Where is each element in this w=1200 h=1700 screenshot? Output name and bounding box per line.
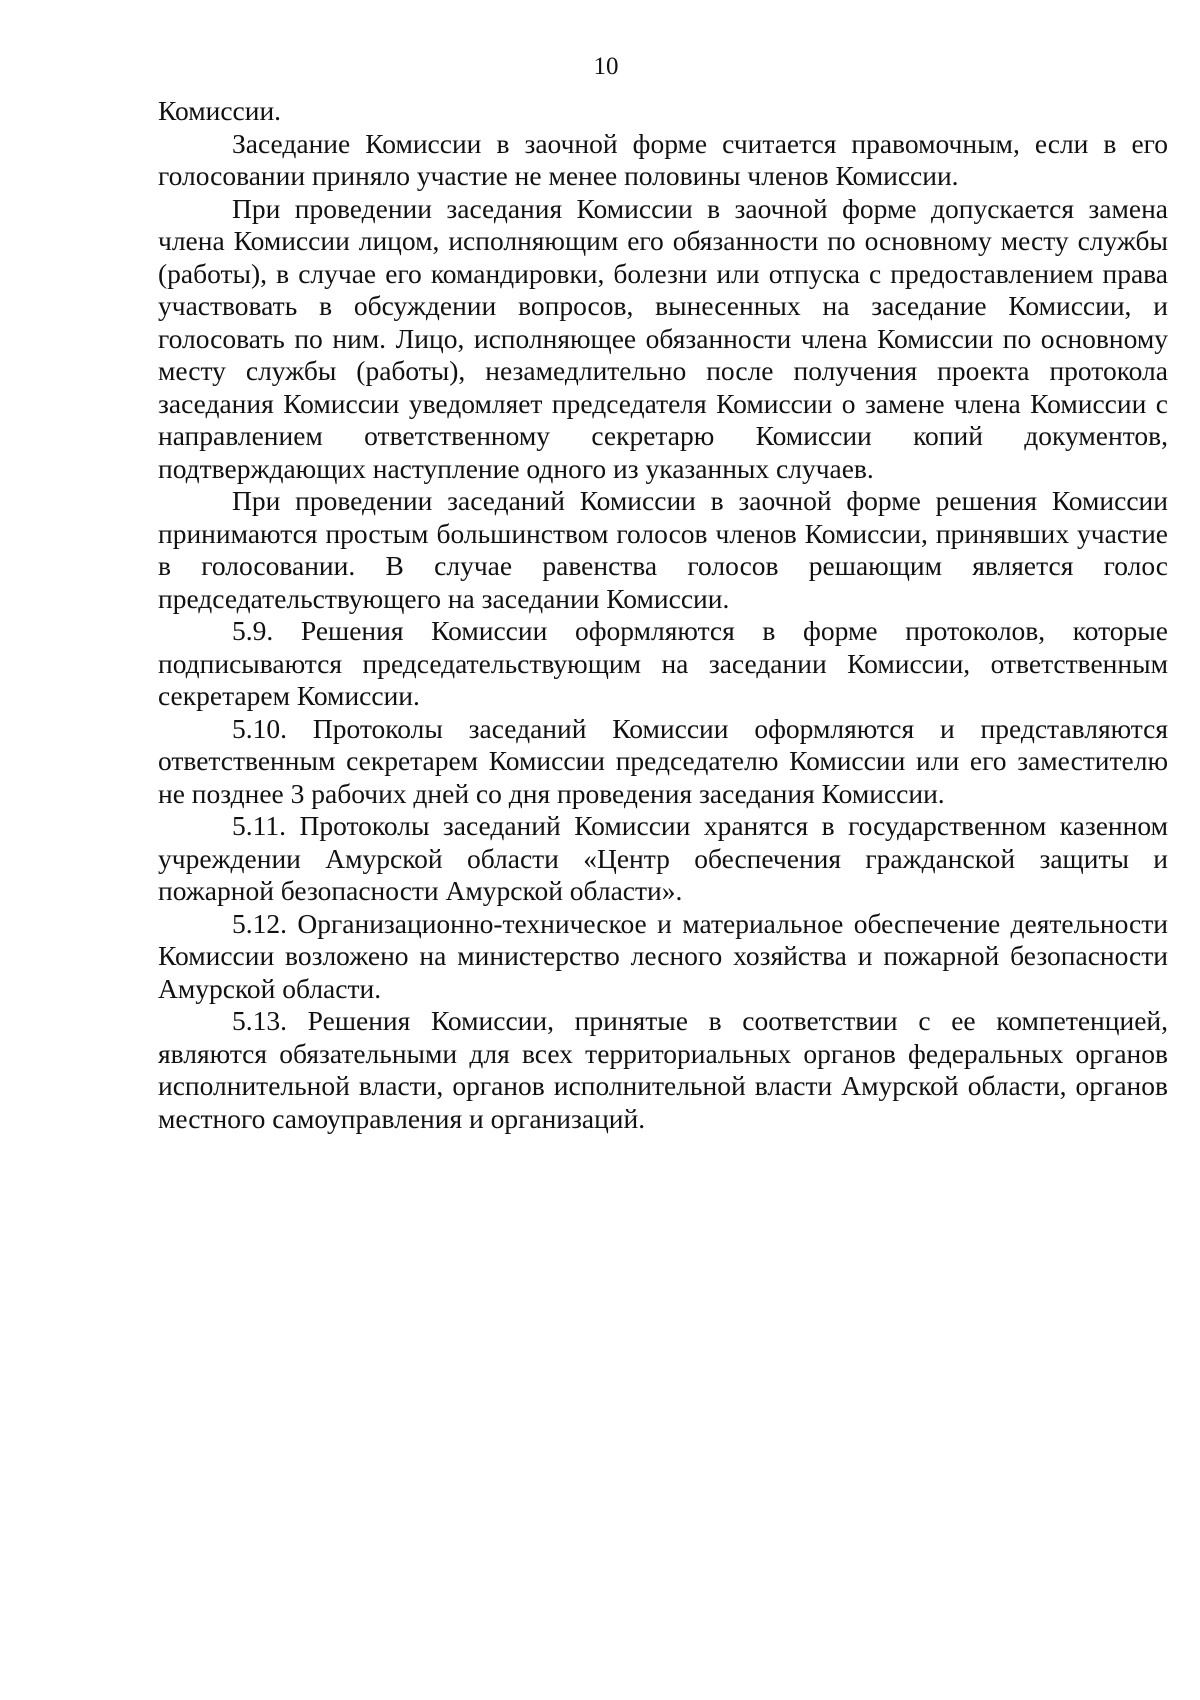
paragraph-5-11: 5.11. Протоколы заседаний Комиссии хранятся в государственном казенном учреждении Амурской области «Центр обеспечения гражданской защиты и пожарной безопасности Амурской области». — [158, 810, 1168, 906]
paragraph-5-13: 5.13. Решения Комиссии, принятые в соответствии с ее компетенцией, являются обязательными для всех территориальных органов федеральных органов исполнительной власти, органов исполнительной власти Амурской области, органов местного самоуправления и организаций. — [158, 1005, 1168, 1134]
paragraph-5-9: 5.9. Решения Комиссии оформляются в форме протоколов, которые подписываются председательствующим на заседании Комиссии, ответственным секретарем Комиссии. — [158, 615, 1168, 711]
paragraph-continuation: Комиссии. — [158, 95, 282, 126]
paragraph-member-substitution: При проведении заседания Комиссии в заочной форме допускается замена члена Комиссии лицом, исполняющим его обязанности по основному месту службы (работы), в случае его командировки, болезни или отпуска с предоставлением права участвовать в обсуждении вопросов, вынесенных на заседание Комиссии, и голосовать по ним. Лицо, исполняющее обязанности члена Комиссии по основному месту службы (работы), незамедлительно после получения проекта протокола заседания Комиссии уведомляет председателя Комиссии о замене члена Комиссии с направлением ответственному секретарю Комиссии копий документов, подтверждающих наступление одного из указанных случаев. — [158, 192, 1168, 484]
page-number: 10 — [593, 53, 619, 80]
paragraph-decision-voting: При проведении заседаний Комиссии в заочной форме решения Комиссии принимаются простым большинством голосов членов Комиссии, принявших участие в голосовании. В случае равенства голосов решающим является голос председательствующего на заседании Комиссии. — [158, 485, 1168, 614]
paragraph-quorum: Заседание Комиссии в заочной форме считается правомочным, если в его голосовании приняло участие не менее половины членов Комиссии. — [158, 127, 1168, 191]
paragraph-5-12: 5.12. Организационно-техническое и материальное обеспечение деятельности Комиссии возложено на министерство лесного хозяйства и пожарной безопасности Амурской области. — [158, 907, 1168, 1004]
paragraph-5-10: 5.10. Протоколы заседаний Комиссии оформляются и представляются ответственным секретарем Комиссии председателю Комиссии или его заместителю не позднее 3 рабочих дней со дня проведения заседания Комиссии. — [158, 712, 1168, 809]
document-body — [158, 95, 1168, 1135]
